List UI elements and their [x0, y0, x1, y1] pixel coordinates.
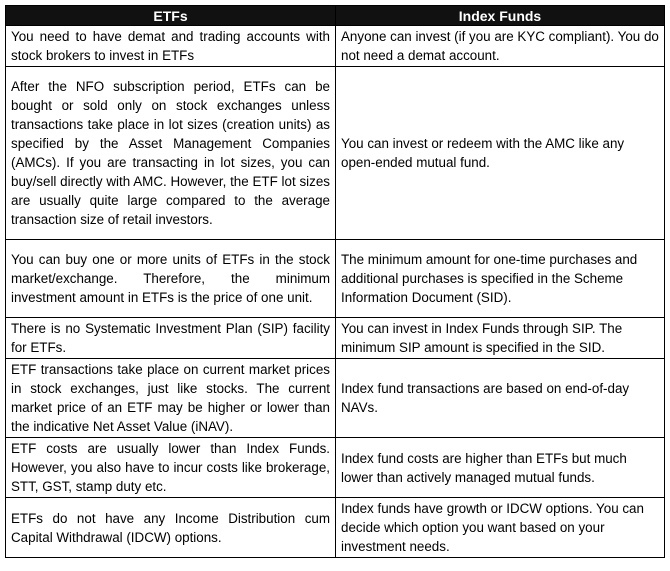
etf-cell: ETF costs are usually lower than Index Funds. However, you also have to incur costs like brokerage, STT, GST, stamp duty etc.	[6, 438, 336, 498]
index-fund-cell: Index funds have growth or IDCW options. You can decide which option you want based on your investment needs.	[336, 498, 665, 558]
table-body	[6, 26, 665, 558]
index-fund-cell: You can invest or redeem with the AMC like any open-ended mutual fund.	[336, 67, 665, 240]
table-row	[6, 438, 665, 498]
header-index-funds: Index Funds	[336, 6, 665, 26]
table-row	[6, 240, 665, 318]
comparison-table-container	[5, 5, 664, 558]
etf-cell: ETF transactions take place on current market prices in stock exchanges, just like stocks. The current market price of an ETF may be higher or lower than the indicative Net Asset Value (iNAV).	[6, 359, 336, 438]
etf-cell: ETFs do not have any Income Distribution cum Capital Withdrawal (IDCW) options.	[6, 498, 336, 558]
etf-cell: After the NFO subscription period, ETFs can be bought or sold only on stock exchanges unless transactions take place in lot sizes (creation units) as specified by the Asset Management Companies (AMCs). If you are transacting in lot sizes, you can buy/sell directly with AMC. However, the ETF lot sizes are usually quite large compared to the average transaction size of retail investors.	[6, 67, 336, 240]
index-fund-cell: Index fund transactions are based on end-of-day NAVs.	[336, 359, 665, 438]
header-etfs: ETFs	[6, 6, 336, 26]
table-header	[6, 6, 665, 26]
table-row	[6, 67, 665, 240]
index-fund-cell: You can invest in Index Funds through SIP. The minimum SIP amount is specified in the SID.	[336, 318, 665, 359]
table-row	[6, 26, 665, 67]
table-row	[6, 318, 665, 359]
table-row	[6, 359, 665, 438]
index-fund-cell: Anyone can invest (if you are KYC compliant). You do not need a demat account.	[336, 26, 665, 67]
etf-cell: You need to have demat and trading accounts with stock brokers to invest in ETFs	[6, 26, 336, 67]
etf-vs-index-funds-table	[5, 5, 665, 558]
index-fund-cell: The minimum amount for one-time purchases and additional purchases is specified in the Scheme Information Document (SID).	[336, 240, 665, 318]
etf-cell: You can buy one or more units of ETFs in the stock market/exchange. Therefore, the minimum investment amount in ETFs is the price of one unit.	[6, 240, 336, 318]
table-row	[6, 498, 665, 558]
etf-cell: There is no Systematic Investment Plan (SIP) facility for ETFs.	[6, 318, 336, 359]
index-fund-cell: Index fund costs are higher than ETFs but much lower than actively managed mutual funds.	[336, 438, 665, 498]
header-row	[6, 6, 665, 26]
